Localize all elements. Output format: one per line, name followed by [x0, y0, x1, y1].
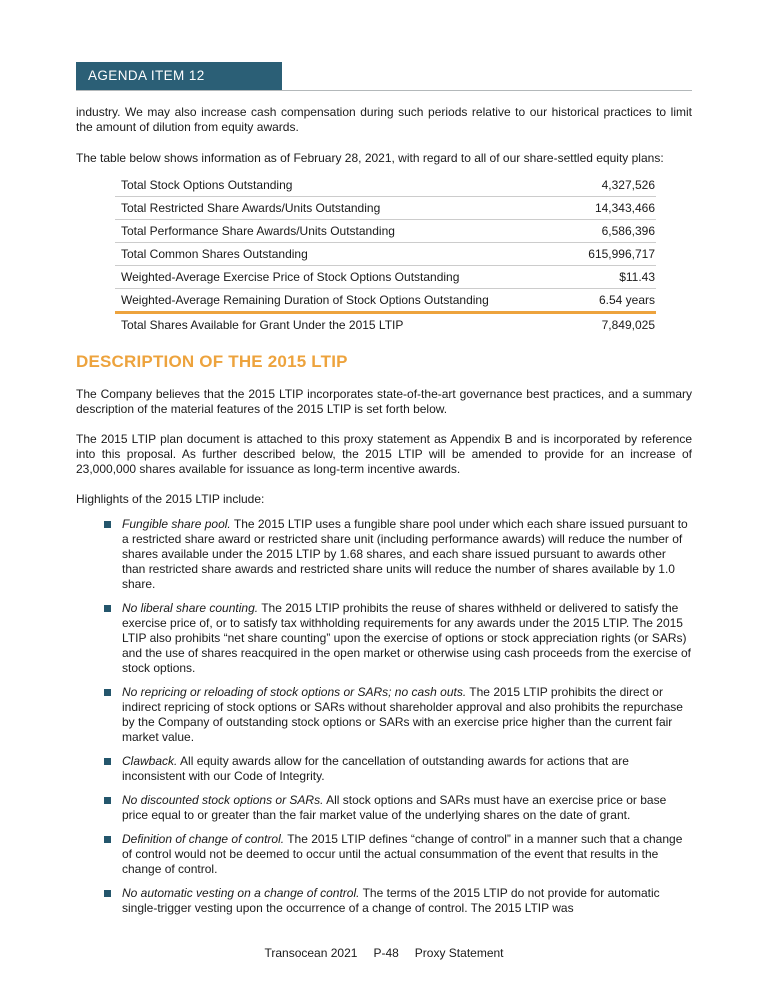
bullet-text: The 2015 LTIP prohibits the direct or indirect repricing of stock options or SARs without shareholder approval and also prohibits the repurchase by the Company of outstanding stock options or SARs with an exercise price higher than the current fair market value.	[122, 685, 683, 744]
list-item	[76, 754, 692, 784]
agenda-banner-row	[76, 62, 692, 91]
bullet-square-icon	[104, 521, 111, 528]
table-row	[115, 266, 656, 289]
row-value: 7,849,025	[601, 318, 655, 332]
intro-paragraph: industry. We may also increase cash compensation during such periods relative to our historical practices to limit the amount of dilution from equity awards.	[76, 105, 692, 134]
bullet-lead: Definition of change of control.	[122, 832, 285, 846]
list-item	[76, 517, 692, 592]
bullet-lead: Fungible share pool.	[122, 517, 231, 531]
bullet-text: The 2015 LTIP defines “change of control” in a manner such that a change of control would not be deemed to occur until the actual consummation of the event that results in the change of control.	[122, 832, 683, 876]
list-item	[76, 685, 692, 745]
bullet-text: The terms of the 2015 LTIP do not provide for automatic single-trigger vesting upon the occurrence of a change of control. The 2015 LTIP was	[122, 886, 660, 915]
row-value: 14,343,466	[573, 197, 656, 220]
row-value: $11.43	[573, 266, 656, 289]
footer-page-number: P-48	[373, 946, 399, 960]
row-label: Total Common Shares Outstanding	[115, 243, 573, 266]
row-value: 6.54 years	[573, 289, 656, 313]
bullet-lead: Clawback.	[122, 754, 178, 768]
table-row	[115, 220, 656, 243]
description-paragraph-2: The 2015 LTIP plan document is attached to this proxy statement as Appendix B and is incorporated by reference into this proposal. As further described below, the 2015 LTIP will be amended to provide for an increase of 23,000,000 shares available for issuance as long-term incentive awards.	[76, 432, 692, 476]
agenda-item-badge: AGENDA ITEM 12	[76, 62, 282, 90]
bullet-square-icon	[104, 797, 111, 804]
footer-brand: Transocean 2021	[264, 946, 358, 960]
table-row	[115, 243, 656, 266]
bullet-square-icon	[104, 758, 111, 765]
row-label: Total Performance Share Awards/Units Outstanding	[115, 220, 573, 243]
row-label: Weighted-Average Exercise Price of Stock Options Outstanding	[115, 266, 573, 289]
bullet-lead: No discounted stock options or SARs.	[122, 793, 324, 807]
row-label: Total Stock Options Outstanding	[115, 174, 573, 197]
table-row-total	[115, 313, 656, 337]
list-item	[76, 832, 692, 877]
bullet-text: All equity awards allow for the cancellation of outstanding awards for actions that are inconsistent with our Code of Integrity.	[122, 754, 629, 783]
row-value: 4,327,526	[573, 174, 656, 197]
bullet-text: The 2015 LTIP uses a fungible share pool under which each share issued pursuant to a restricted share award or restricted share unit (including performance awards) will reduce the number of shares available under the 2015 LTIP by 1.68 shares, and each share issued pursuant to awards other than restricted share awards and restricted share units will reduce the number of shares available by 1.0 share.	[122, 517, 688, 591]
section-heading: DESCRIPTION OF THE 2015 LTIP	[76, 352, 348, 371]
table-row	[115, 174, 656, 197]
row-label: Total Shares Available for Grant Under the 2015 LTIP	[121, 318, 404, 332]
bullet-square-icon	[104, 605, 111, 612]
highlights-list	[76, 517, 692, 916]
page-footer	[0, 946, 768, 961]
bullet-square-icon	[104, 890, 111, 897]
list-item	[76, 601, 692, 676]
bullet-text: The 2015 LTIP prohibits the reuse of shares withheld or delivered to satisfy the exercise price of, or to satisfy tax withholding requirements for any awards under the 2015 LTIP. The 2015 LTIP also prohibits “net share counting” upon the exercise of options or stock appreciation rights (or SARs) and the use of shares reacquired in the open market or otherwise using cash proceeds from the exercise of stock options.	[122, 601, 691, 675]
description-paragraph-1: The Company believes that the 2015 LTIP incorporates state-of-the-art governance best practices, and a summary description of the material features of the 2015 LTIP is set forth below.	[76, 387, 692, 416]
bullet-square-icon	[104, 836, 111, 843]
bullet-lead: No automatic vesting on a change of control.	[122, 886, 360, 900]
bullet-lead: No liberal share counting.	[122, 601, 259, 615]
bullet-text: All stock options and SARs must have an exercise price or base price equal to or greater than the fair market value of the underlying shares on the date of grant.	[122, 793, 667, 822]
equity-plans-table	[115, 174, 656, 336]
bullet-lead: No repricing or reloading of stock options or SARs; no cash outs.	[122, 685, 467, 699]
row-label: Weighted-Average Remaining Duration of Stock Options Outstanding	[115, 289, 573, 313]
list-item	[76, 793, 692, 823]
row-label: Total Restricted Share Awards/Units Outstanding	[115, 197, 573, 220]
row-value: 6,586,396	[573, 220, 656, 243]
table-intro-paragraph: The table below shows information as of February 28, 2021, with regard to all of our share-settled equity plans:	[76, 151, 664, 165]
table-row	[115, 197, 656, 220]
highlights-intro: Highlights of the 2015 LTIP include:	[76, 492, 265, 506]
list-item	[76, 886, 692, 916]
footer-label: Proxy Statement	[414, 946, 504, 960]
table-row	[115, 289, 656, 313]
bullet-square-icon	[104, 689, 111, 696]
row-value: 615,996,717	[573, 243, 656, 266]
